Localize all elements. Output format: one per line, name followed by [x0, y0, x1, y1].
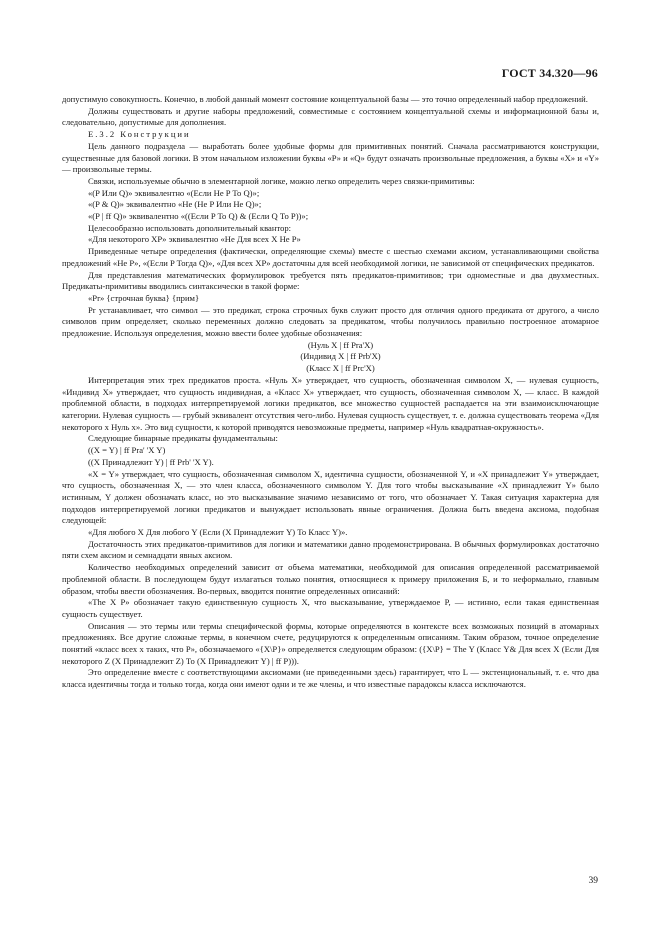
paragraph: ((X = Y) | ff Pra' 'X Y)	[88, 445, 166, 456]
paragraph: Интерпретация этих трех предикатов проста. «Нуль X» утверждает, что сущность, обозначенная символом X, — нулевая сущность, «Индивид X» утверждает, что сущность индивидная, а «Класс X» утверждает, что сущность, обозначенная символом X, — класс. В каждой проблемной области, в подходах интерпретируемой логики предикатов, все множество сущностей распадается на эти взаимоисключающие категории. Нулевая сущность — грубый эквивалент отсутствия чего-либо. Нулевая сущность существует, т. е. должна существовать теорема «Для некоторого x Нуль x». Это вид сущности, к которой приводятся невозможные предметы, например «Нуль квадратная-окружность».	[62, 374, 599, 432]
paragraph: (Индивид X | ff Prb'X)	[300, 351, 381, 362]
paragraph: Pr устанавливает, что символ — это предикат, строка строчных букв служит просто для отличия одного предиката от другого, а число символов прим определяет, сколько переменных должно следовать за предикатом, чтобы получилось правильно построенное атомарное предложение. Используя определения, можно ввести более удобные обозначения:	[62, 304, 599, 339]
paragraph: «Для некоторого XP» эквивалентно «Не Для всех X Не P»	[88, 234, 301, 245]
paragraph: «X = Y» утверждает, что сущность, обозначенная символом X, идентична сущности, обозначенной Y, и «X принадлежит Y» утверждает, что сущность, обозначенная X, — это член класса, обозначенного символом Y. Для того чтобы высказывание «X принадлежит Y» было истинным, Y должен обозначать класс, но это высказывание значимо независимо от того, что обозначает Y. Такая ситуация характерна для подходов интерпретируемой логики предикатов и вынуждает использовать явные ограничения. Должна быть введена аксиома, подобная следующей:	[62, 468, 599, 526]
standard-code-header: ГОСТ 34.320—96	[501, 66, 598, 80]
paragraph: Цель данного подраздела — выработать более удобные формы для примитивных понятий. Сначала рассматриваются конструкции, существенные для базовой логики. В этом начальном изложении буквы «P» и «Q» будут означать произвольные предложения, а буквы «X» и «Y» — произвольные термы.	[62, 140, 599, 175]
paragraph: «Pr» {строчная буква} {прим}	[88, 292, 200, 303]
paragraph: «(P & Q)» эквивалентно «Не (Не P Или Не Q)»;	[88, 199, 262, 210]
paragraph: Достаточность этих предикатов-примитивов для логики и математики давно продемонстрирована. В обычных формулировках достаточно пяти схем аксиом и семнадцати явных аксиом.	[62, 538, 599, 561]
paragraph: Описания — это термы или термы специфической формы, которые определяются в контексте всех возможных позиций в атомарных предложениях. Все другие сложные термы, в конечном счете, редуцируются к определенным описаниям. Таким образом, точное определение понятий «класс всех x таких, что P», обозначаемого «{X\P}» определяется следующим образом: ({X\P} = The Y (Класс Y& Для всех X (Если Для некоторого Z (X Принадлежит Z) То (X Принадлежит Y) | ff P))).	[62, 620, 599, 666]
paragraph: «(P Или Q)» эквивалентно «(Если Не P То Q)»;	[88, 187, 260, 198]
paragraph: «(P | ff Q)» эквивалентно «((Если P То Q) & (Если Q То P))»;	[88, 211, 309, 222]
paragraph: Количество необходимых определений зависит от объема математики, необходимой для описания определенной рассматриваемой проблемной области. В последующем будут излагаться только понятия, относящиеся к примеру приложения Б, и то неформально, главным образом, чтобы ввести обозначения. Во-первых, вводится понятие определенных описаний:	[62, 562, 599, 596]
paragraph: Должны существовать и другие наборы предложений, совместимые с состоянием концептуальной схемы и информационной базы и, следовательно, допустимые для дополнения.	[62, 105, 599, 128]
paragraph: Это определение вместе с соответствующими аксиомами (не приведенными здесь) гарантирует, что L — экстенциональный, т. е. что два класса идентичны тогда и только тогда, когда они имеют одни и те же члены, и что известные парадоксы класса исключаются.	[62, 667, 599, 690]
page-number: 39	[588, 876, 598, 886]
paragraph: Связки, используемые обычно в элементарной логике, можно легко определить через связки-примитивы:	[88, 175, 475, 186]
paragraph: (Нуль X | ff Pra'X)	[307, 339, 374, 350]
paragraph: Целесообразно использовать дополнительный квантор:	[88, 222, 292, 233]
paragraph: ((X Принадлежит Y) | ff Prb' 'X Y).	[88, 456, 214, 467]
paragraph: Для представления математических формулировок требуется пять предикатов-примитивов; три одноместные и два двухместных. Предикаты-примитивы вводились синтаксически в такой форме:	[62, 269, 599, 292]
paragraph: «The X P» обозначает такую единственную сущность X, что высказывание, утверждаемое P, — истинно, если такая единственная сущность существует.	[62, 597, 599, 619]
paragraph: допустимую совокупность. Конечно, в любой данный момент состояние концептуальной базы — это точно определенный набор предложений.	[62, 94, 588, 104]
paragraph: Следующие бинарные предикаты фундаментальны:	[88, 433, 278, 444]
paragraph: (Класс X | ff Prc'X)	[306, 363, 375, 374]
paragraph: Приведенные четыре определения (фактически, определяющие схемы) вместе с шестью схемами аксиом, устанавливающими свойства предложений «Не P», «(Если P Тогда Q)», «Для всех XP» достаточны для всей необходимой логики, не зависимой от специфических предикатов.	[62, 246, 599, 268]
paragraph: Е.3.2 Конструкции	[88, 129, 191, 140]
paragraph: «Для любого X Для любого Y (Если (X Принадлежит Y) То Класс Y)».	[88, 527, 348, 538]
document-body	[62, 94, 599, 691]
